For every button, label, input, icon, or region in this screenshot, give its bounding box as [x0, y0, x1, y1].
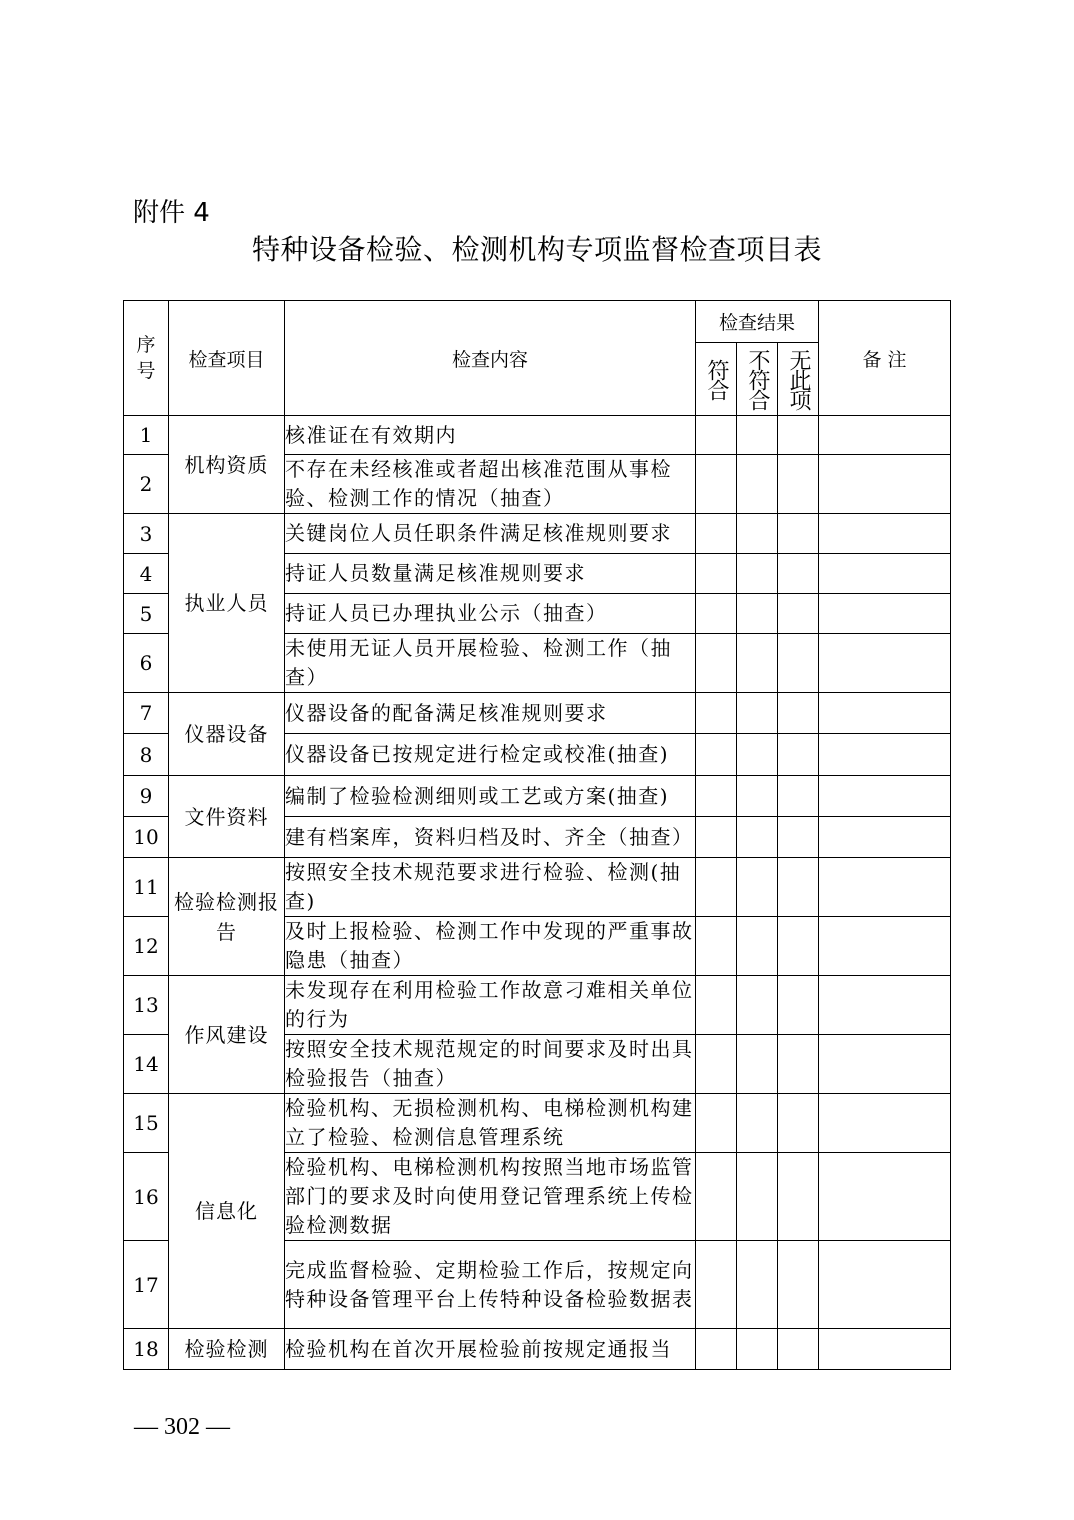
remark-cell	[819, 1035, 951, 1094]
result-nonconform-cell	[737, 634, 778, 693]
result-na-cell	[778, 1094, 819, 1153]
result-nonconform-cell	[737, 1153, 778, 1241]
attachment-label: 附件 4	[133, 198, 210, 228]
remark-cell	[819, 554, 951, 594]
content-cell: 按照安全技术规范要求进行检验、检测(抽查)	[285, 858, 696, 917]
content-cell: 建有档案库，资料归档及时、齐全（抽查）	[285, 817, 696, 858]
result-conform-cell	[696, 776, 737, 817]
remark-cell	[819, 976, 951, 1035]
result-conform-cell	[696, 1035, 737, 1094]
category-cell: 机构资质	[169, 416, 285, 514]
table-row	[124, 858, 951, 917]
content-cell: 仪器设备已按规定进行检定或校准(抽查)	[285, 734, 696, 776]
result-nonconform-cell	[737, 1241, 778, 1329]
result-na-cell	[778, 1035, 819, 1094]
content-cell: 编制了检验检测细则或工艺或方案(抽查)	[285, 776, 696, 817]
result-nonconform-cell	[737, 734, 778, 776]
result-na-cell	[778, 817, 819, 858]
category-cell: 仪器设备	[169, 693, 285, 776]
remark-cell	[819, 455, 951, 514]
result-conform-cell	[696, 1241, 737, 1329]
table-row	[124, 416, 951, 455]
content-cell: 持证人员数量满足核准规则要求	[285, 554, 696, 594]
result-na-cell	[778, 1241, 819, 1329]
remark-cell	[819, 634, 951, 693]
result-nonconform-cell	[737, 858, 778, 917]
remark-cell	[819, 858, 951, 917]
content-cell: 仪器设备的配备满足核准规则要求	[285, 693, 696, 734]
remark-cell	[819, 416, 951, 455]
result-conform-cell	[696, 917, 737, 976]
table-row	[124, 976, 951, 1035]
result-nonconform-cell	[737, 554, 778, 594]
content-cell: 未发现存在利用检验工作故意刁难相关单位的行为	[285, 976, 696, 1035]
result-conform-cell	[696, 1329, 737, 1370]
row-number: 6	[124, 634, 169, 693]
remark-cell	[819, 514, 951, 554]
row-number: 1	[124, 416, 169, 455]
result-conform-cell	[696, 1153, 737, 1241]
result-na-cell	[778, 976, 819, 1035]
content-cell: 检验机构在首次开展检验前按规定通报当	[285, 1329, 696, 1370]
result-conform-cell	[696, 976, 737, 1035]
result-na-cell	[778, 1153, 819, 1241]
header-remark: 备 注	[819, 301, 951, 416]
result-nonconform-cell	[737, 976, 778, 1035]
result-na-cell	[778, 776, 819, 817]
result-nonconform-cell	[737, 1329, 778, 1370]
remark-cell	[819, 1329, 951, 1370]
result-nonconform-cell	[737, 776, 778, 817]
category-cell: 文件资料	[169, 776, 285, 858]
category-cell: 信息化	[169, 1094, 285, 1329]
table-row	[124, 776, 951, 817]
result-na-cell	[778, 514, 819, 554]
content-cell: 持证人员已办理执业公示（抽查）	[285, 594, 696, 634]
header-result-na: 无此项	[778, 343, 819, 416]
content-cell: 未使用无证人员开展检验、检测工作（抽查）	[285, 634, 696, 693]
remark-cell	[819, 1094, 951, 1153]
row-number: 3	[124, 514, 169, 554]
result-conform-cell	[696, 693, 737, 734]
content-cell: 及时上报检验、检测工作中发现的严重事故隐患（抽查）	[285, 917, 696, 976]
result-nonconform-cell	[737, 416, 778, 455]
result-na-cell	[778, 1329, 819, 1370]
table-row	[124, 514, 951, 554]
result-na-cell	[778, 554, 819, 594]
result-nonconform-cell	[737, 817, 778, 858]
header-content: 检查内容	[285, 301, 696, 416]
header-result-group: 检查结果	[696, 301, 819, 343]
remark-cell	[819, 693, 951, 734]
content-cell: 检验机构、电梯检测机构按照当地市场监管部门的要求及时向使用登记管理系统上传检验检测数据	[285, 1153, 696, 1241]
result-na-cell	[778, 416, 819, 455]
content-cell: 按照安全技术规范规定的时间要求及时出具检验报告（抽查）	[285, 1035, 696, 1094]
result-nonconform-cell	[737, 1094, 778, 1153]
row-number: 10	[124, 817, 169, 858]
result-nonconform-cell	[737, 917, 778, 976]
remark-cell	[819, 1241, 951, 1329]
table-row	[124, 1094, 951, 1153]
result-conform-cell	[696, 1094, 737, 1153]
remark-cell	[819, 817, 951, 858]
inspection-table	[123, 300, 951, 1370]
content-cell: 检验机构、无损检测机构、电梯检测机构建立了检验、检测信息管理系统	[285, 1094, 696, 1153]
row-number: 8	[124, 734, 169, 776]
row-number: 5	[124, 594, 169, 634]
category-cell: 检验检测报告	[169, 858, 285, 976]
row-number: 16	[124, 1153, 169, 1241]
remark-cell	[819, 776, 951, 817]
result-conform-cell	[696, 858, 737, 917]
result-conform-cell	[696, 514, 737, 554]
row-number: 14	[124, 1035, 169, 1094]
result-na-cell	[778, 917, 819, 976]
table-row	[124, 693, 951, 734]
result-nonconform-cell	[737, 455, 778, 514]
document-title: 特种设备检验、检测机构专项监督检查项目表	[251, 233, 822, 266]
category-cell: 执业人员	[169, 514, 285, 693]
row-number: 7	[124, 693, 169, 734]
row-number: 15	[124, 1094, 169, 1153]
result-nonconform-cell	[737, 514, 778, 554]
remark-cell	[819, 594, 951, 634]
category-cell: 作风建设	[169, 976, 285, 1094]
category-cell: 检验检测	[169, 1329, 285, 1370]
content-cell: 不存在未经核准或者超出核准范围从事检验、检测工作的情况（抽查）	[285, 455, 696, 514]
remark-cell	[819, 734, 951, 776]
row-number: 12	[124, 917, 169, 976]
result-na-cell	[778, 693, 819, 734]
result-conform-cell	[696, 594, 737, 634]
content-cell: 完成监督检验、定期检验工作后，按规定向特种设备管理平台上传特种设备检验数据表	[285, 1241, 696, 1329]
row-number: 17	[124, 1241, 169, 1329]
result-conform-cell	[696, 554, 737, 594]
remark-cell	[819, 1153, 951, 1241]
row-number: 18	[124, 1329, 169, 1370]
result-conform-cell	[696, 634, 737, 693]
content-cell: 核准证在有效期内	[285, 416, 696, 455]
result-conform-cell	[696, 734, 737, 776]
content-cell: 关键岗位人员任职条件满足核准规则要求	[285, 514, 696, 554]
header-result-conform: 符合	[696, 343, 737, 416]
result-conform-cell	[696, 416, 737, 455]
row-number: 2	[124, 455, 169, 514]
header-result-nonconform: 不符合	[737, 343, 778, 416]
result-conform-cell	[696, 817, 737, 858]
row-number: 9	[124, 776, 169, 817]
result-nonconform-cell	[737, 1035, 778, 1094]
page-number: — 302 —	[134, 1414, 230, 1440]
result-nonconform-cell	[737, 693, 778, 734]
result-conform-cell	[696, 455, 737, 514]
row-number: 13	[124, 976, 169, 1035]
result-nonconform-cell	[737, 594, 778, 634]
remark-cell	[819, 917, 951, 976]
result-na-cell	[778, 634, 819, 693]
result-na-cell	[778, 734, 819, 776]
header-item: 检查项目	[169, 301, 285, 416]
result-na-cell	[778, 594, 819, 634]
row-number: 11	[124, 858, 169, 917]
header-seq: 序号	[124, 301, 169, 416]
result-na-cell	[778, 455, 819, 514]
table-row	[124, 1329, 951, 1370]
result-na-cell	[778, 858, 819, 917]
row-number: 4	[124, 554, 169, 594]
